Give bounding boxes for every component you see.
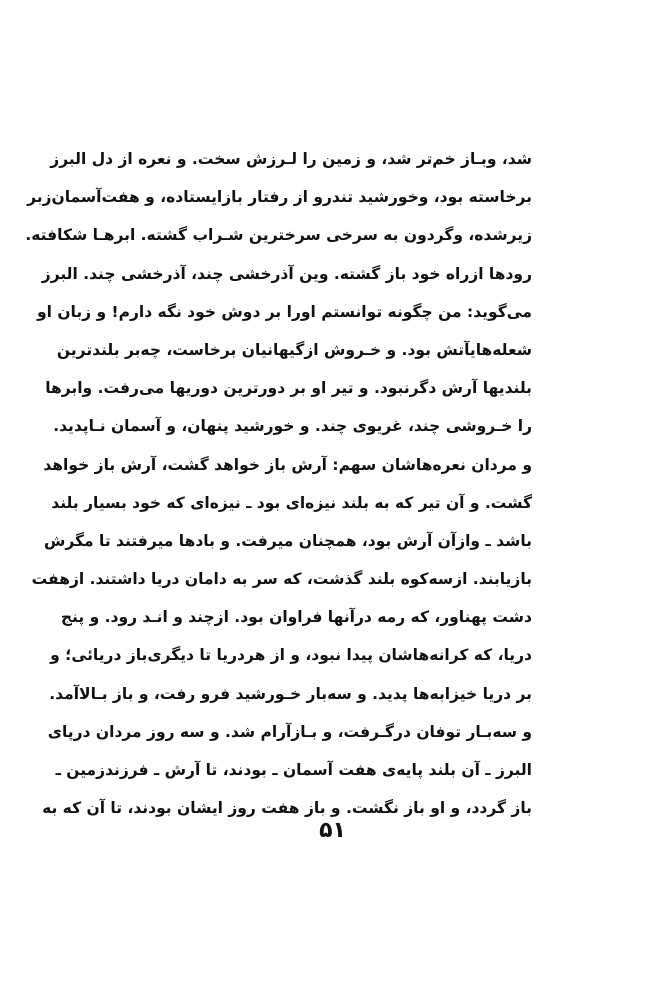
text-line-12: بازیابند. ازسه‌کوه بلند گذشت، که سر به دامان دریا داشتند. ازهفت (31, 570, 532, 589)
page-number: ۵۱ (319, 818, 346, 843)
body-text (25, 140, 532, 827)
text-line-15: بر دریا خیزابه‌ها پدید. و سه‌بار خـورشید فرو رفت، و باز بـالاآمد. (49, 684, 532, 703)
text-line-18: باز گردد، و او باز نگشت. و باز هفت روز ایشان بودند، تا آن که به (42, 799, 532, 818)
text-line-16: و سه‌بـار توفان درگـرفت، و بـازآرام شد. و سه روز مردان درپای (47, 722, 532, 741)
text-line-10: گشت. و آن تیر که به بلند نیزه‌ای بود ـ نیزه‌ای که خود بسیار بلند (51, 493, 532, 512)
text-line-5: می‌گوید: من چگونه توانستم اورا بر دوش خود نگه دارم! و زبان او (36, 302, 532, 321)
text-line-6: شعله‌هایآتش بود. و خـروش ازگیهانیان برخاست، چه‌بر بلندترین (56, 340, 532, 359)
text-line-1: شد، وبـاز خم‌تر شد، و زمین را لـرزش سخت. و نعره از دل البرز (50, 150, 532, 168)
text-line-4: رودها ازراه خود باز گشته. وین آذرخشی چند، آذرخشی چند. البرز (41, 264, 532, 283)
text-line-17: البرز ـ آن بلند پایه‌ی هفت آسمان ـ بودند، تا آرش ـ فرزندزمین ـ (55, 761, 532, 779)
text-line-14: دریا، که کرانه‌هاشان پیدا نبود، و از هردریا تا دیگری‌باز دریائی؛ و (50, 646, 532, 665)
text-line-3: زیرشده، وگردون به سرخی سرخترین شـراب گشته. ابرهـا شکافته. (25, 226, 532, 245)
text-line-13: دشت پهناور، که رمه درآنها فراوان بود. ازچند و انـد رود. و پنج (60, 608, 532, 627)
text-line-9: و مردان نعره‌هاشان سهم: آرش باز خواهد گشت، آرش باز خواهد (43, 455, 532, 474)
text-line-7: بلندیها آرش دگرنبود. و تیر او بر دورترین دوریها می‌رفت. وابرها (45, 379, 532, 398)
text-line-8: را خـروشی چند، غریوی چند. و خورشید پنهان، و آسمان نـاپدید. (53, 417, 532, 436)
text-line-2: برخاسته بود، وخورشید تندرو از رفتار بازایستاده، و هفت‌آسمان‌زبر (27, 188, 532, 207)
text-line-11: باشد ـ وازآن آرش بود، همچنان میرفت. و بادها میرفتند تا مگرش (43, 531, 532, 550)
